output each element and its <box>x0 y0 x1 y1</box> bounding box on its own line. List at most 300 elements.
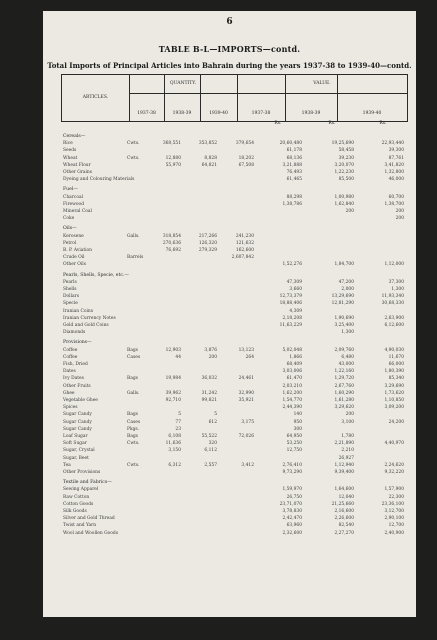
quantity-cell: 11,636 <box>165 441 181 447</box>
table-row <box>61 433 406 440</box>
row-label: Mineral Coal <box>63 209 92 214</box>
table-row <box>61 240 406 247</box>
quantity-cell: 2,607,842 <box>231 255 254 261</box>
row-label: Tea <box>63 462 71 468</box>
value-cell: 6,480 <box>341 354 354 360</box>
quantity-cell: 200 <box>208 354 217 360</box>
value-cell: 1,84,700 <box>334 262 354 268</box>
table-row <box>61 347 406 354</box>
value-cell: 88,298 <box>286 194 302 200</box>
table-row <box>61 368 406 375</box>
table-row <box>61 169 406 176</box>
value-cell: 58,458 <box>338 148 354 154</box>
value-cell: 3,100 <box>341 419 354 425</box>
value-cell: 2,24,620 <box>384 462 404 468</box>
value-cell: 2,000 <box>341 287 354 292</box>
value-cell: 66,000 <box>388 362 404 367</box>
row-label: Iranian Coins <box>63 308 94 314</box>
value-cell: 2,09,760 <box>334 347 354 353</box>
currency-label: Rs. <box>328 121 336 126</box>
quantity-cell: 92,710 <box>165 398 181 403</box>
unit-cell: Cwts. <box>127 462 140 468</box>
value-cell: 3,12,700 <box>384 509 404 514</box>
header-year: 1939-40 <box>209 111 228 116</box>
row-label: Dyeing and Colouring Materials <box>63 177 135 183</box>
value-cell: 26,750 <box>286 494 302 500</box>
table-row <box>61 354 406 361</box>
page-number: 6 <box>226 17 233 27</box>
value-cell: 1,866 <box>289 354 302 360</box>
table-row <box>61 233 406 240</box>
value-cell: 1,12,940 <box>334 462 354 468</box>
value-cell: 24,200 <box>388 419 404 425</box>
table-row <box>61 140 406 147</box>
value-cell: 4,309 <box>289 308 302 314</box>
row-label: Specie <box>63 301 78 307</box>
unit-cell: Barrels <box>127 255 144 261</box>
row-label: Seeds <box>63 148 77 154</box>
quantity-cell: 35,921 <box>238 398 254 403</box>
table-row <box>61 147 406 154</box>
row-label: Other Oils <box>63 262 86 268</box>
table-row <box>61 247 406 254</box>
value-cell: 1,60,290 <box>334 390 354 396</box>
quantity-cell: 217,266 <box>198 233 217 239</box>
value-cell: 200 <box>345 209 354 214</box>
unit-cell: Cases <box>127 419 141 425</box>
row-label: Other Grains <box>63 170 92 175</box>
row-label: Ghee <box>63 390 75 396</box>
value-cell: 21,25,660 <box>331 501 354 507</box>
row-label: Other Provisions <box>63 470 101 475</box>
quantity-cell: 3,876 <box>204 347 217 353</box>
row-label: Rice <box>63 141 73 147</box>
quantity-cell: 12,880 <box>165 155 181 161</box>
value-cell: 1,80,390 <box>384 369 404 375</box>
unit-cell: Cwts. <box>127 141 140 147</box>
row-label: Wool and Woollen Goods <box>63 530 118 536</box>
unit-cell: Pkgs. <box>127 426 140 432</box>
quantity-cell: 241,230 <box>235 233 254 239</box>
row-label: Petrol <box>63 240 77 246</box>
row-label: Gold and Gold Coins <box>63 323 109 328</box>
row-label: Cereals— <box>63 134 86 139</box>
row-label: Loaf Sugar <box>63 434 88 439</box>
row-label: Diamonds <box>63 330 86 336</box>
row-label: Silk Goods <box>63 509 87 514</box>
quantity-cell: 6,108 <box>168 434 181 439</box>
quantity-cell: 5 <box>178 412 181 418</box>
table-row <box>61 361 406 368</box>
table-row <box>61 530 406 537</box>
quantity-cell: 77 <box>175 419 181 425</box>
header-value: VALUE. <box>313 81 331 86</box>
value-cell: 87,761 <box>388 155 404 161</box>
table-row <box>61 508 406 515</box>
row-label: Ivy Dates <box>63 376 84 382</box>
quantity-cell: 99,821 <box>201 398 217 403</box>
value-cell: 2,26,600 <box>334 516 354 522</box>
table-row <box>61 455 406 462</box>
row-label: Wheat Flour <box>63 162 91 168</box>
value-cell: 2,27,270 <box>334 530 354 536</box>
table-row <box>61 404 406 411</box>
table-row <box>61 515 406 522</box>
value-cell: 9,39,400 <box>334 470 354 475</box>
row-label: Sugar Candy <box>63 426 92 432</box>
value-cell: 11,63,229 <box>279 323 302 328</box>
row-label: Provisions— <box>63 340 92 346</box>
document-page <box>43 11 416 617</box>
table-subtitle: Total Imports of Principal Articles into Bahrain during the years 1937-38 to 1939-40—contd. <box>47 61 412 70</box>
row-label: Fuel— <box>63 187 78 193</box>
category-heading <box>61 225 406 232</box>
table-row <box>61 155 406 162</box>
table-row <box>61 261 406 268</box>
unit-cell: Bags <box>127 376 138 382</box>
value-cell: 82,540 <box>338 523 354 529</box>
value-cell: 85,500 <box>338 177 354 183</box>
value-cell: 950 <box>293 419 302 425</box>
table-row <box>61 329 406 336</box>
row-label: Textile and Fabrics— <box>63 480 112 486</box>
value-cell: 39,230 <box>338 155 354 161</box>
row-label: Sugar Candy <box>63 419 92 425</box>
value-cell: 23,36,100 <box>381 501 404 507</box>
header-quantity: QUANTITY. <box>169 81 197 86</box>
value-cell: 11,670 <box>388 354 404 360</box>
quantity-cell: 6,112 <box>204 448 217 454</box>
quantity-cell: 8,828 <box>204 155 217 161</box>
value-cell: 1,62,840 <box>334 201 354 207</box>
unit-cell: Bags <box>127 412 138 418</box>
value-cell: 1,59,970 <box>282 487 302 493</box>
value-cell: 2,63,900 <box>384 315 404 321</box>
category-heading <box>61 339 406 346</box>
table-title: TABLE B-L—IMPORTS—contd. <box>158 44 301 54</box>
table-row <box>61 215 406 222</box>
quantity-cell: 121,632 <box>235 240 254 246</box>
quantity-cell: 126,320 <box>198 240 217 246</box>
value-cell: 9,32,220 <box>384 470 404 475</box>
value-cell: 20,60,480 <box>279 141 302 147</box>
table-row <box>61 162 406 169</box>
value-cell: 1,780 <box>341 434 354 439</box>
value-cell: 200 <box>395 216 404 222</box>
value-cell: 6,12,600 <box>384 323 404 328</box>
header-year: 1938-39 <box>301 111 321 116</box>
value-cell: 53,250 <box>286 441 302 447</box>
quantity-cell: 612 <box>208 419 217 425</box>
row-label: Twist and Yarn <box>63 523 97 529</box>
quantity-cell: 55,522 <box>201 434 217 439</box>
unit-cell: Cwts. <box>127 441 140 447</box>
table-row <box>61 419 406 426</box>
value-cell: 19,25,690 <box>331 141 354 147</box>
unit-cell: Bags <box>127 347 138 353</box>
table-row <box>61 494 406 501</box>
value-cell: 85,340 <box>388 376 404 382</box>
value-cell: 47,200 <box>338 279 354 285</box>
value-cell: 2,18,208 <box>282 315 302 321</box>
value-cell: 2,32,600 <box>282 530 302 536</box>
table-row <box>61 322 406 329</box>
row-label: Spices <box>63 405 78 411</box>
unit-cell: Galls. <box>127 233 140 239</box>
table-row <box>61 375 406 382</box>
value-cell: 1,29,720 <box>334 376 354 382</box>
quantity-cell: 5 <box>214 412 217 418</box>
row-label: Other Fruits <box>63 383 91 389</box>
quantity-cell: 39,962 <box>165 390 181 396</box>
value-cell: 12,81,290 <box>331 301 354 307</box>
quantity-cell: 18,202 <box>238 155 254 161</box>
value-cell: 47,309 <box>286 279 302 285</box>
value-cell: 1,61,280 <box>334 398 354 403</box>
category-heading <box>61 479 406 486</box>
value-cell: 37,300 <box>388 279 404 285</box>
row-label: Raw Cotton <box>63 494 90 500</box>
row-label: Coffee <box>63 354 78 360</box>
row-label: Dates <box>63 369 76 375</box>
value-cell: 1,38,786 <box>282 201 302 207</box>
value-cell: 30,68,330 <box>381 301 404 307</box>
quantity-cell: 3,412 <box>241 462 254 468</box>
unit-cell: Bags <box>127 434 138 439</box>
row-label: Vegetable Ghee <box>63 398 98 403</box>
quantity-cell: 2,557 <box>204 462 217 468</box>
row-label: B. P. Aviation <box>63 248 93 253</box>
value-cell: 1,38,700 <box>384 201 404 207</box>
value-cell: 1,12,000 <box>384 262 404 268</box>
row-label: Oils— <box>63 226 77 232</box>
value-cell: 200 <box>345 412 354 418</box>
quantity-cell: 264 <box>245 354 254 360</box>
quantity-cell: 36,032 <box>201 376 217 382</box>
row-label: Sugar, Beet <box>63 455 89 461</box>
row-label: Sugar Candy <box>63 412 92 418</box>
value-cell: 5,02,048 <box>282 347 302 353</box>
table-row <box>61 208 406 215</box>
table-row <box>61 300 406 307</box>
value-cell: 12,750 <box>286 448 302 454</box>
value-cell: 2,210 <box>341 448 354 454</box>
value-cell: 1,22,160 <box>334 369 354 375</box>
table-row <box>61 286 406 293</box>
value-cell: 3,20,070 <box>334 162 354 168</box>
header-articles: ARTICLES. <box>82 95 109 100</box>
value-cell: 1,300 <box>391 287 404 292</box>
value-cell: 23,71,070 <box>279 501 302 507</box>
value-cell: 140 <box>293 412 302 418</box>
quantity-cell: 19,984 <box>165 376 181 382</box>
value-cell: 12,73,379 <box>279 294 302 300</box>
table-row <box>61 279 406 286</box>
quantity-cell: 3,175 <box>241 419 254 425</box>
value-cell: 4,90,030 <box>384 347 404 353</box>
row-label: Crude Oil <box>63 255 85 261</box>
value-cell: 2,76,410 <box>282 462 302 468</box>
row-label: Wheat <box>63 155 78 161</box>
quantity-cell: 13,123 <box>238 347 254 353</box>
quantity-cell: 12,903 <box>165 347 181 353</box>
row-label: Sewing Apparel <box>63 487 99 493</box>
value-cell: 3,09,200 <box>384 405 404 411</box>
quantity-cell: 3,150 <box>168 448 181 454</box>
value-cell: 1,32,800 <box>384 170 404 175</box>
table-row <box>61 201 406 208</box>
value-cell: 1,57,900 <box>384 487 404 493</box>
quantity-cell: 76,692 <box>165 248 181 253</box>
table-row <box>61 469 406 476</box>
quantity-cell: 31,242 <box>201 390 217 396</box>
table-row <box>61 462 406 469</box>
value-cell: 68,409 <box>286 362 302 367</box>
table-row <box>61 440 406 447</box>
value-cell: 3,03,006 <box>282 369 302 375</box>
value-cell: 3,78,830 <box>282 509 302 514</box>
value-cell: 2,67,760 <box>334 383 354 389</box>
table-row <box>61 390 406 397</box>
header-year: 1937-38 <box>137 111 156 116</box>
value-cell: 12,700 <box>388 523 404 529</box>
table-row <box>61 501 406 508</box>
quantity-cell: 318,854 <box>162 233 181 239</box>
quantity-cell: 162,600 <box>235 248 254 253</box>
value-cell: 26,927 <box>338 455 354 461</box>
value-cell: 22,93,440 <box>381 141 404 147</box>
value-cell: 68,136 <box>286 155 302 161</box>
row-label: Soft Sugar <box>63 441 87 447</box>
table-row <box>61 308 406 315</box>
table-row <box>61 176 406 183</box>
value-cell: 1,52,276 <box>282 262 302 268</box>
row-label: Fish, Dried <box>63 362 88 367</box>
value-cell: 3,29,620 <box>334 405 354 411</box>
table-row <box>61 447 406 454</box>
table-row <box>61 411 406 418</box>
value-cell: 60,700 <box>388 194 404 200</box>
currency-label: Rs. <box>274 121 282 126</box>
value-cell: 2,90,100 <box>384 516 404 522</box>
value-cell: 64,950 <box>286 434 302 439</box>
value-cell: 18,88,406 <box>279 301 302 307</box>
value-cell: 200 <box>395 209 404 214</box>
value-cell: 61,465 <box>286 177 302 183</box>
quantity-cell: 64,821 <box>201 162 217 168</box>
quantity-cell: 6,312 <box>168 462 181 468</box>
table-row <box>61 194 406 201</box>
quantity-cell: 320 <box>208 441 217 447</box>
row-label: Shells <box>63 287 77 292</box>
table-row <box>61 522 406 529</box>
value-cell: 3,21,888 <box>282 162 302 168</box>
quantity-cell: 44 <box>175 354 181 360</box>
value-cell: 3,25,400 <box>334 323 354 328</box>
quantity-cell: 279,329 <box>198 248 217 253</box>
row-label: Sugar, Crystal <box>63 448 95 454</box>
unit-cell: Cases <box>127 354 141 360</box>
table-row <box>61 426 406 433</box>
value-cell: 61,470 <box>286 376 302 382</box>
value-cell: 4,40,970 <box>384 441 404 447</box>
table-row <box>61 397 406 404</box>
value-cell: 2,44,390 <box>282 405 302 411</box>
quantity-cell: 55,970 <box>165 162 181 168</box>
header-year: 1938-39 <box>172 111 192 116</box>
value-cell: 61,178 <box>286 148 302 154</box>
value-cell: 1,10,850 <box>384 398 404 403</box>
table-row <box>61 315 406 322</box>
quantity-cell: 72,026 <box>238 434 254 439</box>
unit-cell: Cwts. <box>127 155 140 161</box>
row-label: Pearls <box>63 279 77 285</box>
category-heading <box>61 272 406 279</box>
row-label: Firewood <box>63 201 85 207</box>
quantity-cell: 368,551 <box>162 141 181 147</box>
table-row <box>61 254 406 261</box>
table-row <box>61 293 406 300</box>
row-label: Dollars <box>63 294 79 300</box>
table-header <box>61 74 408 122</box>
quantity-cell: 67,508 <box>238 162 254 168</box>
value-cell: 22,300 <box>388 494 404 500</box>
table-row <box>61 383 406 390</box>
value-cell: 2,03,210 <box>282 383 302 389</box>
value-cell: 1,73,620 <box>384 390 404 396</box>
value-cell: 2,21,890 <box>334 441 354 447</box>
value-cell: 76,493 <box>286 170 302 175</box>
row-label: Pearls, Shells, Specie, etc.— <box>63 272 130 278</box>
currency-label: Rs. <box>379 121 387 126</box>
header-year: 1937-38 <box>251 111 271 116</box>
value-cell: 63,960 <box>286 523 302 529</box>
table-row <box>61 486 406 493</box>
value-cell: 1,54,770 <box>282 398 302 403</box>
value-cell: 2,16,600 <box>334 509 354 514</box>
value-cell: 43,000 <box>338 362 354 367</box>
value-cell: 12,040 <box>338 494 354 500</box>
row-label: Coke <box>63 216 75 222</box>
value-cell: 2,40,900 <box>384 530 404 536</box>
row-label: Charcoal <box>63 194 84 200</box>
value-cell: 1,300 <box>341 330 354 336</box>
quantity-cell: 23 <box>175 426 181 432</box>
value-cell: 300 <box>293 426 302 432</box>
value-cell: 39,300 <box>388 148 404 154</box>
quantity-cell: 353,852 <box>198 141 217 147</box>
value-cell: 11,93,340 <box>381 294 404 300</box>
value-cell: 9,73,290 <box>282 470 302 475</box>
row-label: Kerosene <box>63 233 84 239</box>
row-label: Silver and Gold Thread <box>63 516 115 522</box>
value-cell: 3,41,820 <box>384 162 404 168</box>
quantity-cell: 270,636 <box>162 240 181 246</box>
value-cell: 1,90,690 <box>334 315 354 321</box>
value-cell: 3,660 <box>289 287 302 292</box>
value-cell: 3,29,690 <box>384 383 404 389</box>
value-cell: 2,42,470 <box>282 516 302 522</box>
value-cell: 1,62,200 <box>282 390 302 396</box>
row-label: Iranian Currency Notes <box>63 315 116 321</box>
value-cell: 1,22,230 <box>334 170 354 175</box>
row-label: Cotton Goods <box>63 501 94 507</box>
quantity-cell: 32,990 <box>238 390 254 396</box>
value-cell: 13,29,690 <box>331 294 354 300</box>
quantity-cell: 24,461 <box>238 376 254 382</box>
category-heading <box>61 186 406 193</box>
row-label: Coffee <box>63 347 78 353</box>
